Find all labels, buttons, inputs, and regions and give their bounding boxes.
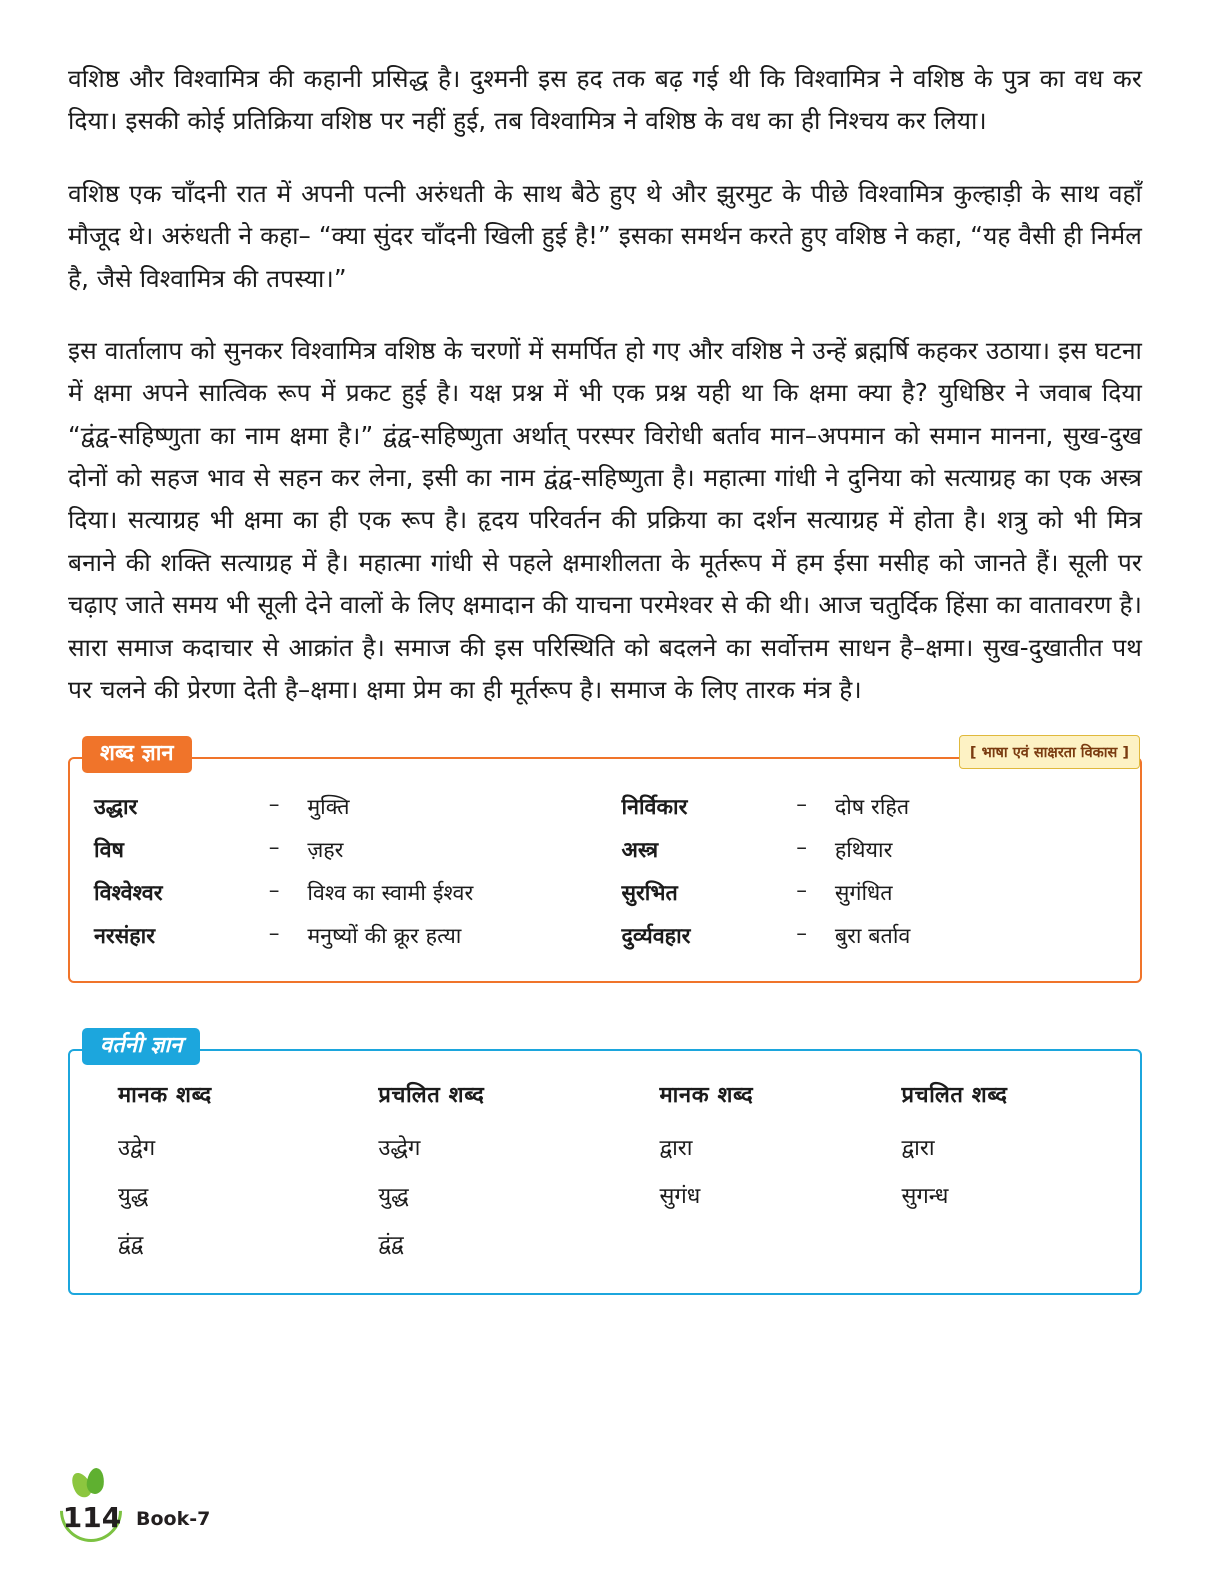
column-gap	[592, 828, 617, 871]
vocab-term: सुरभित	[621, 881, 678, 907]
vocab-dash: –	[268, 878, 280, 904]
page-footer	[60, 1474, 210, 1536]
spelling-standard: द्वारा	[659, 1136, 693, 1162]
column-gap	[592, 785, 617, 828]
vocab-term: दुर्व्यवहार	[621, 924, 691, 950]
body-paragraph-2: वशिष्ठ एक चाँदनी रात में अपनी पत्नी अरुंधती के साथ बैठे हुए थे और झुरमुट के पीछे विश्वामित्र कुल्हाड़ी के साथ वहाँ मौजूद थे। अरुंधती ने कहा– “क्या सुंदर चाँदनी खिली हुई है!” इसका समर्थन करते हुए वशिष्ठ ने कहा, “यह वैसी ही निर्मल है, जैसे विश्वामित्र की तपस्या।”	[68, 178, 1143, 293]
table-row	[90, 785, 1120, 828]
column-header: प्रचलित शब्द	[378, 1083, 485, 1109]
spelling-standard: युद्ध	[118, 1184, 149, 1210]
spelling-standard: सुगंध	[659, 1184, 701, 1210]
table-row	[90, 828, 1120, 871]
table-row	[90, 1171, 1120, 1219]
table-row	[90, 1219, 1120, 1267]
column-header: मानक शब्द	[118, 1083, 212, 1109]
shabd-gyan-box	[68, 741, 1142, 983]
page-number-badge	[60, 1474, 122, 1536]
vocab-term: उद्धार	[94, 795, 138, 821]
spelling-standard: द्वंद्व	[118, 1232, 144, 1258]
vocab-meaning: मनुष्यों की क्रूर हत्या	[307, 924, 462, 950]
vocab-meaning: विश्व का स्वामी ईश्वर	[307, 881, 474, 907]
spelling-common: उद्धेग	[378, 1136, 421, 1162]
column-header: मानक शब्द	[659, 1083, 754, 1109]
vocab-term: निर्विकार	[621, 795, 688, 821]
column-gap	[592, 914, 617, 957]
book-label: Book-7	[136, 1508, 211, 1530]
spelling-common: द्वारा	[901, 1136, 935, 1162]
table-row	[90, 914, 1120, 957]
vocab-dash: –	[268, 835, 280, 861]
vartani-gyan-box	[68, 1033, 1142, 1295]
vocab-meaning: सुगंधित	[834, 881, 893, 907]
vocab-dash: –	[268, 921, 280, 947]
column-header: प्रचलित शब्द	[901, 1083, 1008, 1109]
vocab-meaning: दोष रहित	[834, 795, 910, 821]
spelling-common	[897, 1219, 1120, 1267]
vocab-term: विश्वेश्वर	[94, 881, 163, 907]
vocab-dash: –	[796, 835, 807, 861]
vocab-dash: –	[268, 792, 280, 818]
page-content	[68, 58, 1142, 1295]
spelling-standard	[655, 1219, 897, 1267]
vocab-dash: –	[796, 878, 807, 904]
vocab-term: नरसंहार	[94, 924, 156, 950]
table-row	[90, 871, 1120, 914]
spelling-table	[90, 1073, 1120, 1267]
spelling-common: सुगन्ध	[901, 1184, 949, 1210]
table-header-row	[90, 1073, 1120, 1123]
body-paragraph-3: इस वार्तालाप को सुनकर विश्वामित्र वशिष्ठ के चरणों में समर्पित हो गए और वशिष्ठ ने उन्हें ब्रह्मर्षि कहकर उठाया। इस घटना में क्षमा अपने सात्विक रूप में प्रकट हुई है। यक्ष प्रश्न में भी एक प्रश्न यही था कि क्षमा क्या है? युधिष्ठिर ने जवाब दिया “द्वंद्व-सहिष्णुता का नाम क्षमा है।” द्वंद्व-सहिष्णुता अर्थात् परस्पर विरोधी बर्ताव मान–अपमान को समान मानना, सुख-दुख दोनों को सहज भाव से सहन कर लेना, इसी का नाम द्वंद्व-सहिष्णुता है। महात्मा गांधी ने दुनिया को सत्याग्रह का एक अस्त्र दिया। सत्याग्रह भी क्षमा का ही एक रूप है। हृदय परिवर्तन की प्रक्रिया का दर्शन सत्याग्रह में होता है। शत्रु को भी मित्र बनाने की शक्ति सत्याग्रह में है। महात्मा गांधी से पहले क्षमाशीलता के मूर्तरूप में हम ईसा मसीह को जानते हैं। सूली पर चढ़ाए जाते समय भी सूली देने वालों के लिए क्षमादान की याचना परमेश्वर से की थी। आज चतुर्दिक हिंसा का वातावरण है। सारा समाज कदाचार से आक्रांत है। समाज की इस परिस्थिति को बदलने का सर्वोत्तम साधन है–क्षमा। सुख-दुखातीत पथ पर चलने की प्रेरणा देती है–क्षमा। क्षमा प्रेम का ही मूर्तरूप है। समाज के लिए तारक मंत्र है।	[68, 335, 1142, 704]
shabd-gyan-section	[68, 741, 1142, 983]
page-number: 114	[62, 1501, 122, 1534]
vocab-meaning: मुक्ति	[307, 795, 350, 821]
vocab-meaning: ज़हर	[307, 838, 344, 864]
body-paragraph-1: वशिष्ठ और विश्वामित्र की कहानी प्रसिद्ध है। दुश्मनी इस हद तक बढ़ गई थी कि विश्वामित्र ने वशिष्ठ के पुत्र का वध कर दिया। इसकी कोई प्रतिक्रिया वशिष्ठ पर नहीं हुई, तब विश्वामित्र ने वशिष्ठ के वध का ही निश्चय कर लिया।	[68, 64, 1143, 136]
vocab-term: अस्त्र	[621, 838, 659, 864]
vocab-dash: –	[796, 921, 807, 947]
table-row	[90, 1123, 1120, 1171]
vocab-meaning: हथियार	[834, 838, 893, 864]
spelling-standard: उद्वेग	[118, 1136, 156, 1162]
vocab-dash: –	[796, 792, 807, 818]
shabd-gyan-corner-note: [ भाषा एवं साक्षरता विकास ]	[959, 735, 1140, 769]
column-gap	[592, 871, 617, 914]
spelling-common: द्वंद्व	[378, 1232, 404, 1258]
vocabulary-table	[90, 785, 1120, 957]
spelling-common: युद्ध	[378, 1184, 409, 1210]
vartani-gyan-title: वर्तनी ज्ञान	[82, 1028, 200, 1065]
vartani-gyan-section	[68, 1033, 1142, 1295]
vocab-meaning: बुरा बर्ताव	[834, 924, 911, 950]
shabd-gyan-title: शब्द ज्ञान	[82, 736, 192, 773]
vocab-term: विष	[94, 838, 124, 864]
